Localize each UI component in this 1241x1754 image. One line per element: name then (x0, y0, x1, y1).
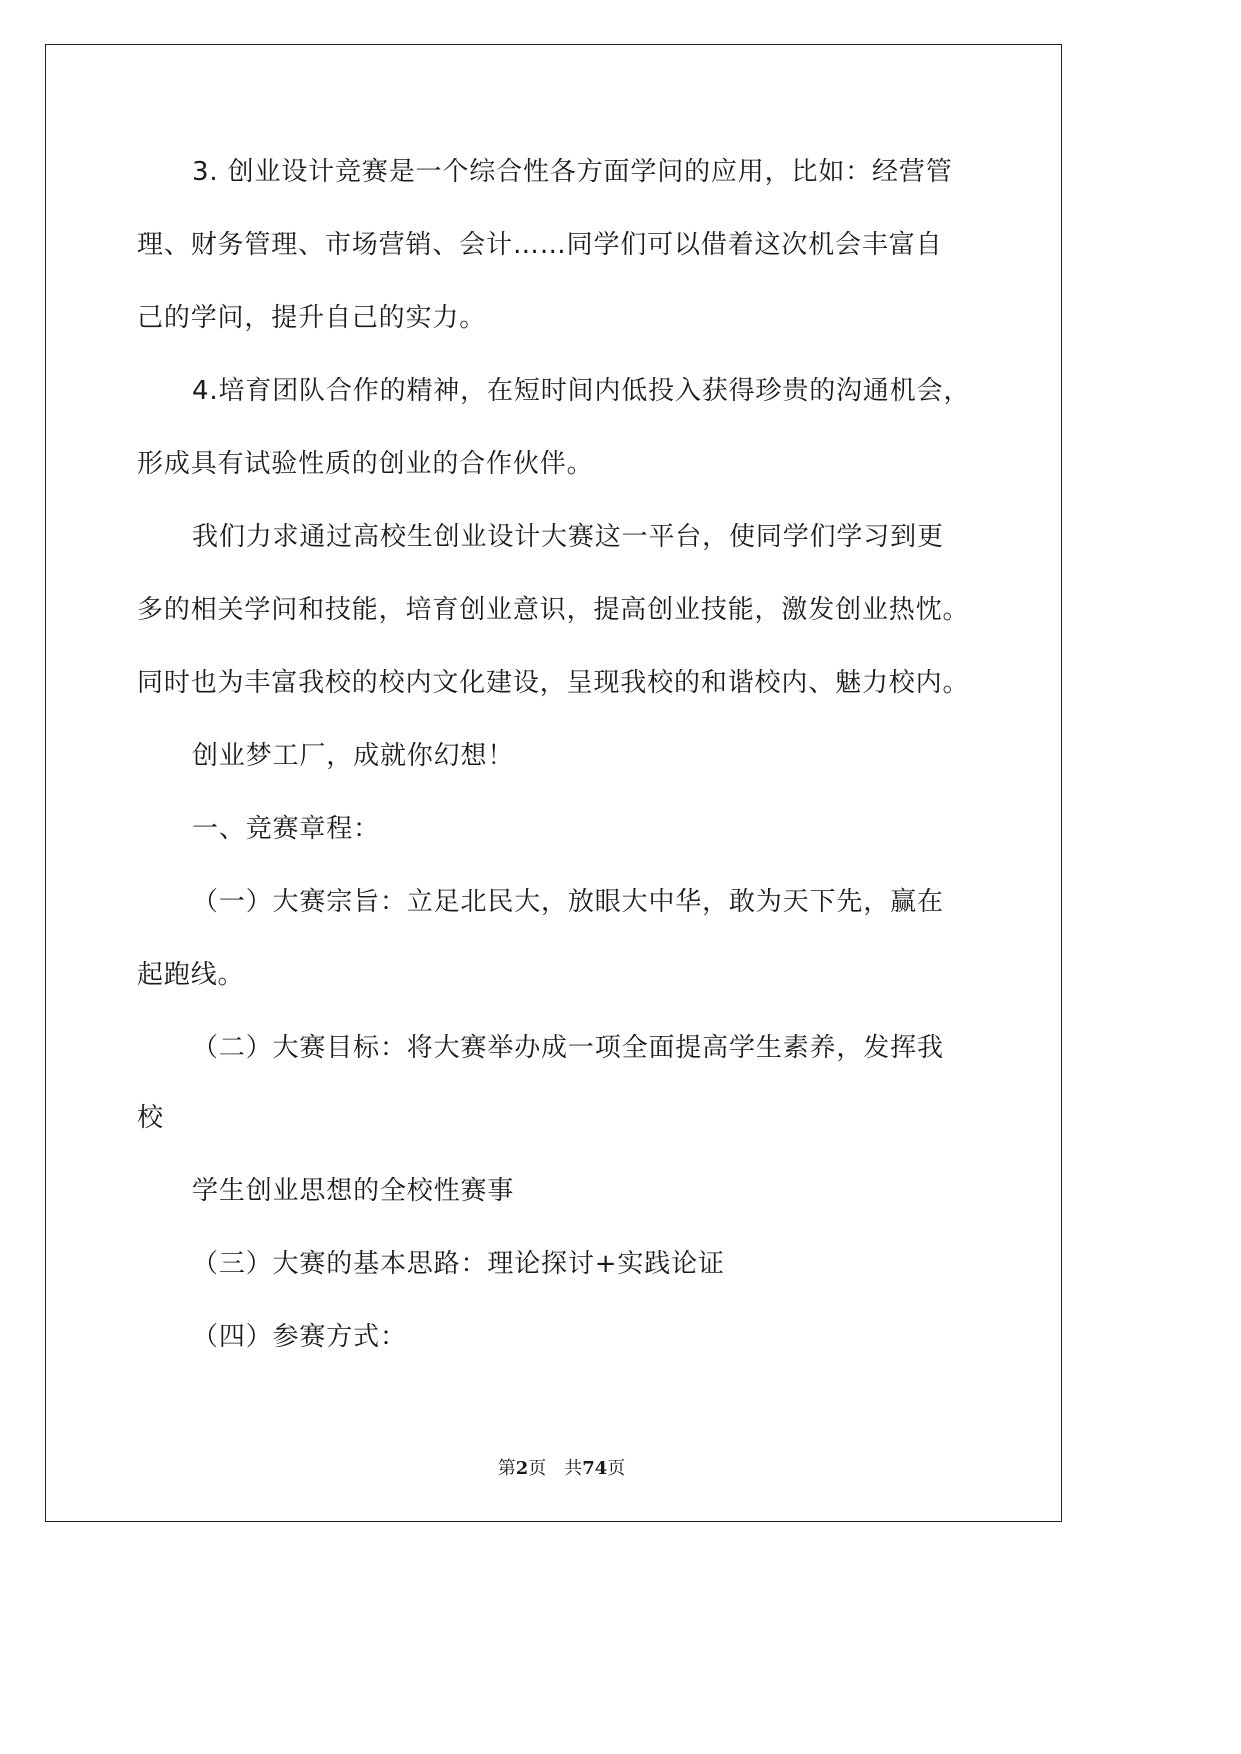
total-page-number: 74 (582, 1458, 608, 1479)
page-border (45, 44, 1062, 1522)
paragraph-line: 起跑线。 (137, 960, 245, 990)
paragraph-line: 3. 创业设计竞赛是一个综合性各方面学问的应用，比如：经营管 (192, 157, 953, 187)
footer-prefix: 第 (497, 1458, 516, 1479)
paragraph-line: 形成具有试验性质的创业的合作伙伴。 (137, 449, 594, 479)
paragraph-line: 我们力求通过高校生创业设计大赛这一平台，使同学们学习到更 (192, 522, 944, 552)
paragraph-line: 己的学问，提升自己的实力。 (137, 303, 487, 333)
paragraph-line: 校 (137, 1103, 164, 1133)
current-page-number: 2 (515, 1458, 529, 1479)
footer-suffix: 页 (607, 1458, 626, 1479)
paragraph-line: 多的相关学问和技能，培育创业意识，提高创业技能，激发创业热忱。 (137, 595, 970, 625)
paragraph-line: 4.培育团队合作的精神，在短时间内低投入获得珍贵的沟通机会， (192, 376, 971, 406)
paragraph-line: 创业梦工厂，成就你幻想！ (192, 741, 515, 771)
paragraph-line: 理、财务管理、市场营销、会计……同学们可以借着这次机会丰富自 (137, 230, 943, 260)
paragraph-line: （四）参赛方式： (192, 1322, 407, 1352)
paragraph-line: 学生创业思想的全校性赛事 (192, 1176, 515, 1206)
paragraph-line: （一）大赛宗旨：立足北民大，放眼大中华，敢为天下先，赢在 (192, 887, 944, 917)
paragraph-line: 同时也为丰富我校的校内文化建设，呈现我校的和谐校内、魅力校内。 (137, 668, 970, 698)
page-footer (0, 1454, 1123, 1480)
footer-middle: 页 共 (528, 1458, 583, 1479)
paragraph-line: （二）大赛目标：将大赛举办成一项全面提高学生素养，发挥我 (192, 1033, 944, 1063)
paragraph-line: （三）大赛的基本思路：理论探讨+实践论证 (192, 1249, 725, 1279)
section-heading: 一、竞赛章程： (192, 814, 380, 844)
